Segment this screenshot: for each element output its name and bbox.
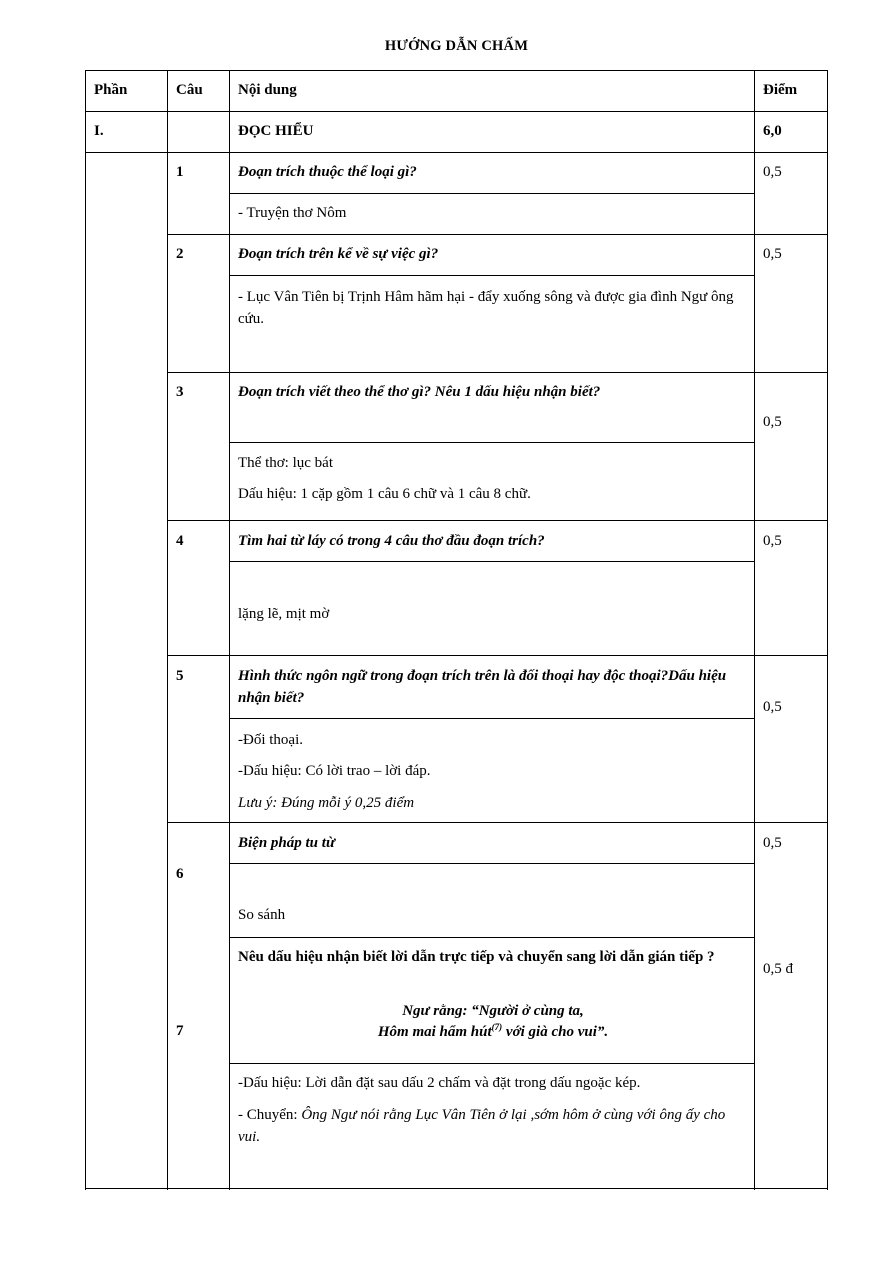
question-number: 5 [176,668,184,684]
answer-text: - Lục Vân Tiên bị Trịnh Hâm hãm hại - đẩy xuống sông và được gia đình Ngư ông cứu. [238,289,734,327]
note-text: Lưu ý: Đúng mỗi ý 0,25 điểm [238,795,415,811]
column-divider-content [754,70,755,1190]
question-text: Biện pháp tu từ [238,835,335,851]
question-score: 0,5 [763,699,782,715]
question-text: Hình thức ngôn ngữ trong đoạn trích trên là đối thoại hay độc thoại?Dấu hiệu nhận biết? [238,668,727,706]
column-divider-question [229,70,230,1190]
answer-text [238,1104,748,1148]
answer-text: Dấu hiệu: 1 cặp gồm 1 câu 6 chữ và 1 câu 8 chữ. [238,486,531,502]
question-number: 2 [176,246,184,262]
table-border-bottom [85,1188,828,1189]
answer-label: - Chuyển: [238,1107,302,1123]
question-number: 4 [176,533,184,549]
content-divider [229,718,755,719]
question-number: 7 [176,1023,184,1039]
question-score: 0,5 [763,835,782,851]
content-divider [229,561,755,562]
question-score: 0,5 [763,533,782,549]
row-divider [167,520,828,521]
header-part: Phần [94,82,128,98]
footnote-marker: (7) [491,1022,503,1032]
content-divider [229,863,755,864]
page-title: HƯỚNG DẪN CHẤM [384,38,529,54]
answer-text: -Dấu hiệu: Lời dẫn đặt sau dấu 2 chấm và đặt trong dấu ngoặc kép. [238,1075,641,1091]
header-content: Nội dung [238,82,297,98]
answer-text: So sánh [238,907,286,923]
row-divider [167,655,828,656]
content-divider [229,937,755,938]
question-number: 3 [176,384,184,400]
row-divider [85,152,828,153]
header-score: Điểm [763,82,798,98]
content-divider [229,275,755,276]
table-border-left [85,70,86,1190]
quote-text: Hôm mai hẩm hút [377,1024,492,1040]
quote-text: với già cho vui”. [502,1024,609,1040]
quote-line [238,1021,748,1043]
content-divider [229,1063,755,1064]
row-divider [167,822,828,823]
question-score: 0,5 [763,246,782,262]
answer-italic-text: Ông Ngư nói rằng Lục Vân Tiên ở lại ,sớm hôm ở cùng với ông ấy cho vui. [238,1107,726,1145]
question-score: 0,5 [763,164,782,180]
section-part: I. [94,123,104,139]
question-text: Đoạn trích thuộc thể loại gì? [238,164,417,180]
answer-text: -Đối thoại. [238,732,303,748]
answer-text: -Dấu hiệu: Có lời trao – lời đáp. [238,763,431,779]
row-divider [85,70,828,71]
row-divider [85,111,828,112]
quote-line: Ngư rằng: “Người ở cùng ta, [402,1003,584,1019]
row-divider [167,372,828,373]
question-score: 0,5 đ [763,961,793,977]
answer-text: - Truyện thơ Nôm [238,205,347,221]
table-border-right [827,70,828,1190]
column-divider-part [167,70,168,1190]
section-score: 6,0 [763,123,782,139]
question-text: Đoạn trích trên kể về sự việc gì? [238,246,439,262]
question-text: Đoạn trích viết theo thể thơ gì? Nêu 1 dấu hiệu nhận biết? [238,384,601,400]
content-divider [229,442,755,443]
answer-text: lặng lẽ, mịt mờ [238,606,330,622]
question-number: 1 [176,164,184,180]
question-score: 0,5 [763,414,782,430]
content-divider [229,193,755,194]
answer-text: Thể thơ: lục bát [238,455,333,471]
question-text: Nêu dấu hiệu nhận biết lời dẫn trực tiếp và chuyển sang lời dẫn gián tiếp ? [238,949,715,965]
question-text: Tìm hai từ láy có trong 4 câu thơ đầu đoạn trích? [238,533,545,549]
section-title: ĐỌC HIỂU [238,123,314,139]
question-number: 6 [176,866,184,882]
row-divider [167,234,828,235]
header-question: Câu [176,82,203,98]
